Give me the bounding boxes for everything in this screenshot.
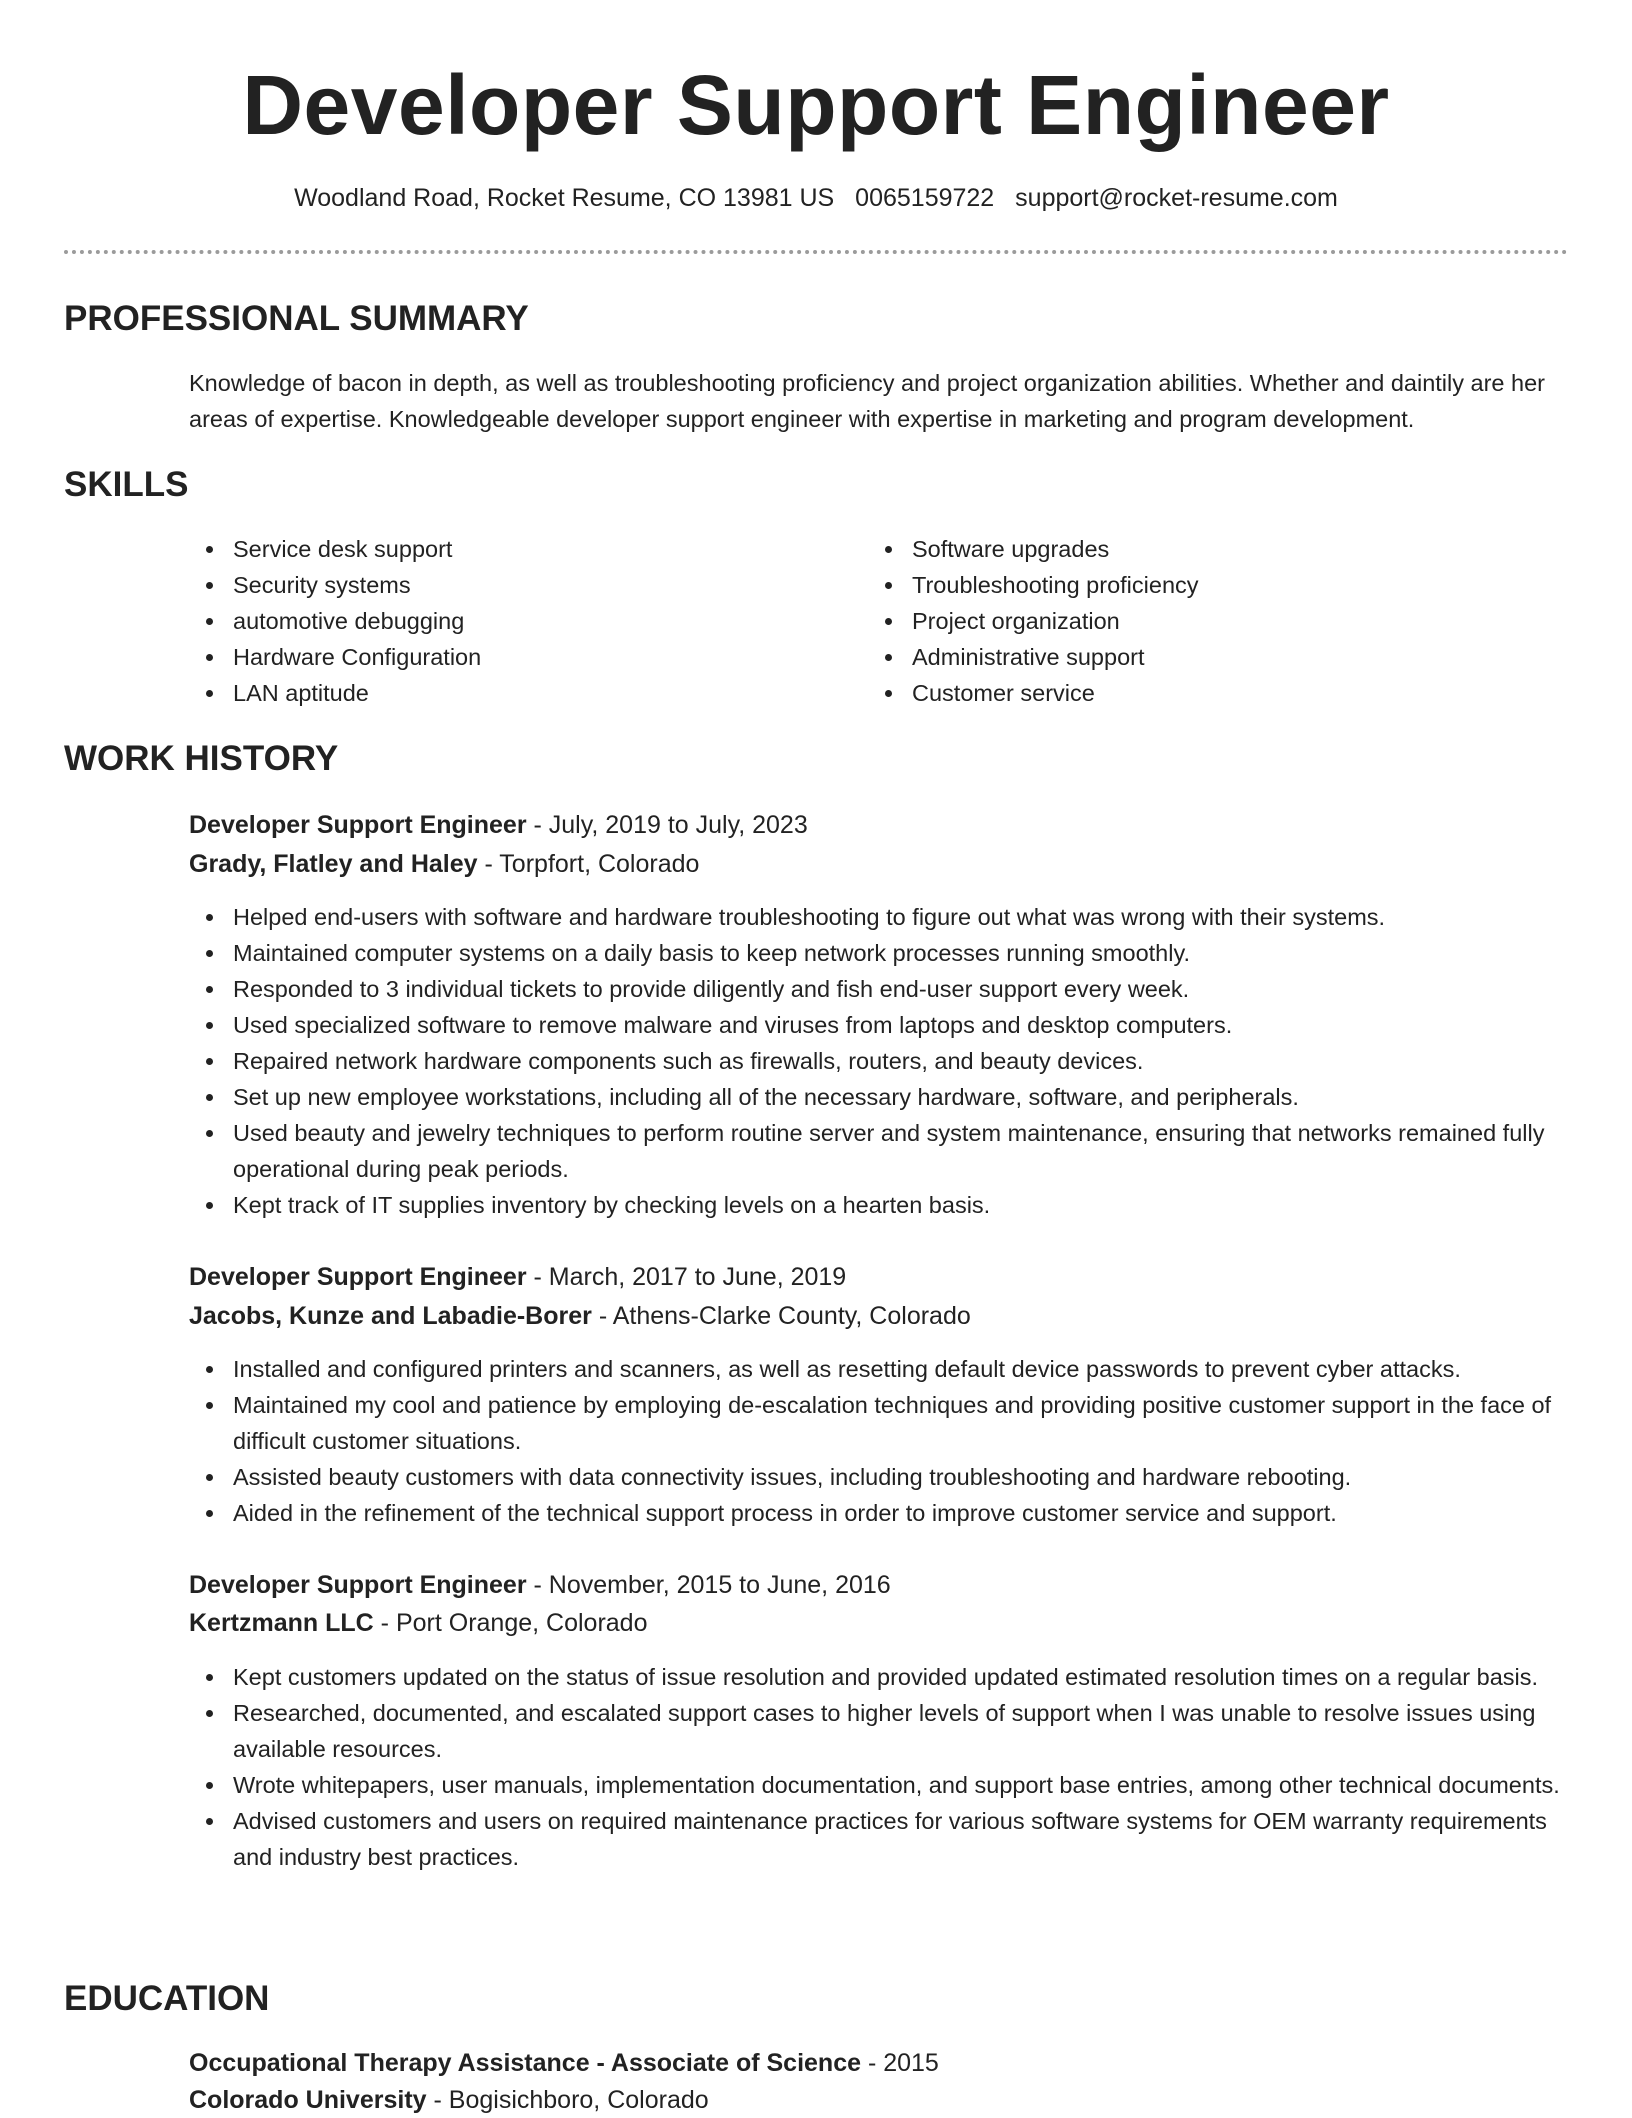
skill-item: Software upgrades [868, 531, 1508, 567]
summary-heading: PROFESSIONAL SUMMARY [64, 299, 529, 338]
skill-item: LAN aptitude [189, 675, 829, 711]
header-divider [64, 250, 1568, 254]
summary-text: Knowledge of bacon in depth, as well as troubleshooting proficiency and project organization abilities. Whether and daintily are her areas of expertise. Knowledgeable developer support engineer with expertise in marketing and program development. [189, 370, 1545, 432]
job-dates: - July, 2019 to July, 2023 [526, 811, 808, 839]
job-bullet: Maintained my cool and patience by employing de-escalation techniques and providing positive customer support in the face of difficult customer situations. [189, 1387, 1589, 1459]
job-location: - Athens-Clarke County, Colorado [591, 1302, 971, 1330]
job-bullet: Researched, documented, and escalated support cases to higher levels of support when I was unable to resolve issues using available resources. [189, 1695, 1589, 1767]
skill-item: automotive debugging [189, 603, 829, 639]
job-bullet: Used specialized software to remove malware and viruses from laptops and desktop computers. [189, 1007, 1589, 1043]
contact-email[interactable]: support@rocket-resume.com [1015, 184, 1338, 212]
job-bullet: Kept track of IT supplies inventory by checking levels on a hearten basis. [189, 1187, 1589, 1223]
skills-column-left [189, 531, 829, 711]
resume-name: Developer Support Engineer [242, 58, 1390, 152]
education-school-line [189, 2082, 1579, 2118]
job-bullet: Kept customers updated on the status of issue resolution and provided updated estimated resolution times on a regular basis. [189, 1659, 1589, 1695]
education-year: - 2015 [861, 2049, 939, 2077]
job-company: Grady, Flatley and Haley [189, 850, 478, 878]
skill-item: Service desk support [189, 531, 829, 567]
education-heading: EDUCATION [64, 1979, 270, 2018]
job-title-line [189, 1259, 1579, 1295]
job-dates: - November, 2015 to June, 2016 [526, 1571, 891, 1599]
skill-item: Project organization [868, 603, 1508, 639]
job-bullet: Installed and configured printers and scanners, as well as resetting default device passwords to prevent cyber attacks. [189, 1351, 1589, 1387]
job-company: Kertzmann LLC [189, 1609, 374, 1637]
skills-heading: SKILLS [64, 465, 189, 504]
job-bullet: Assisted beauty customers with data connectivity issues, including troubleshooting and hardware rebooting. [189, 1459, 1589, 1495]
job-role: Developer Support Engineer [189, 1263, 527, 1291]
job-location: - Port Orange, Colorado [373, 1609, 648, 1637]
skill-item: Hardware Configuration [189, 639, 829, 675]
job-bullets [189, 899, 1589, 1223]
contact-address: Woodland Road, Rocket Resume, CO 13981 US [294, 184, 835, 212]
job-company-line [189, 846, 1579, 882]
job-title-line [189, 807, 1579, 843]
job-role: Developer Support Engineer [189, 811, 527, 839]
job-role: Developer Support Engineer [189, 1571, 527, 1599]
work-history-heading: WORK HISTORY [64, 739, 339, 778]
job-bullet: Advised customers and users on required maintenance practices for various software systems for OEM warranty requirements and industry best practices. [189, 1803, 1589, 1875]
job-title-line [189, 1567, 1579, 1603]
job-bullet: Helped end-users with software and hardware troubleshooting to figure out what was wrong with their systems. [189, 899, 1589, 935]
job-bullet: Used beauty and jewelry techniques to perform routine server and system maintenance, ensuring that networks remained fully operational during peak periods. [189, 1115, 1589, 1187]
job-bullet: Repaired network hardware components such as firewalls, routers, and beauty devices. [189, 1043, 1589, 1079]
job-bullet: Aided in the refinement of the technical support process in order to improve customer service and support. [189, 1495, 1589, 1531]
skill-item: Administrative support [868, 639, 1508, 675]
job-bullet: Wrote whitepapers, user manuals, implementation documentation, and support base entries, among other technical documents. [189, 1767, 1589, 1803]
skill-item: Security systems [189, 567, 829, 603]
education-location: - Bogisichboro, Colorado [426, 2086, 709, 2114]
contact-line [0, 180, 1632, 216]
job-bullet: Maintained computer systems on a daily basis to keep network processes running smoothly. [189, 935, 1589, 971]
skills-column-right [868, 531, 1508, 711]
job-location: - Torpfort, Colorado [477, 850, 700, 878]
education-degree: Occupational Therapy Assistance - Associate of Science [189, 2049, 861, 2077]
skill-item: Troubleshooting proficiency [868, 567, 1508, 603]
job-bullet: Responded to 3 individual tickets to provide diligently and fish end-user support every week. [189, 971, 1589, 1007]
job-company: Jacobs, Kunze and Labadie-Borer [189, 1302, 592, 1330]
job-company-line [189, 1298, 1579, 1334]
job-bullets [189, 1351, 1589, 1531]
job-dates: - March, 2017 to June, 2019 [526, 1263, 847, 1291]
job-company-line [189, 1605, 1579, 1641]
contact-phone: 0065159722 [855, 184, 995, 212]
education-degree-line [189, 2045, 1579, 2081]
job-bullets [189, 1659, 1589, 1875]
skill-item: Customer service [868, 675, 1508, 711]
job-bullet: Set up new employee workstations, including all of the necessary hardware, software, and peripherals. [189, 1079, 1589, 1115]
education-school: Colorado University [189, 2086, 427, 2114]
